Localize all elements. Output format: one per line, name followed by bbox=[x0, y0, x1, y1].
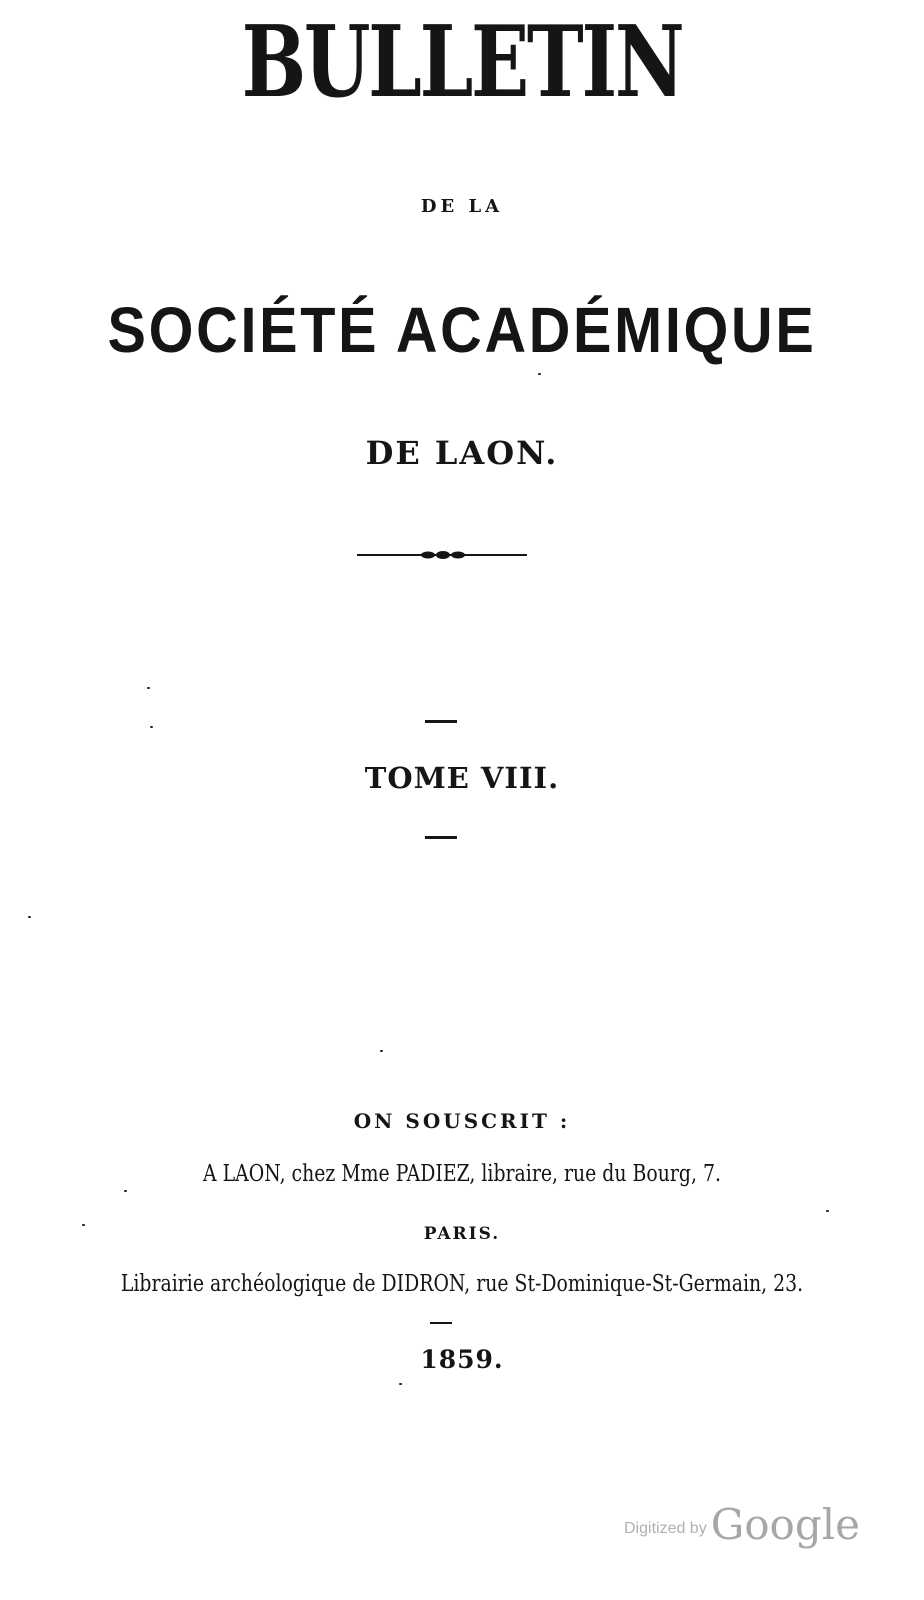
scan-speck bbox=[538, 373, 541, 375]
scan-speck bbox=[124, 1190, 127, 1192]
scan-speck bbox=[147, 687, 150, 689]
scan-speck bbox=[380, 1050, 383, 1052]
paris-bookseller-address: Librairie archéologique de DIDRON, rue St-Dominique-St-Germain, 23. bbox=[120, 1271, 804, 1297]
scan-speck bbox=[826, 1210, 829, 1212]
ornamental-rule bbox=[357, 546, 527, 564]
ornament-bead-right bbox=[451, 552, 465, 559]
scan-speck bbox=[150, 726, 153, 728]
digitization-watermark bbox=[624, 1500, 860, 1549]
laon-bookseller-address: A LAON, chez Mme PADIEZ, libraire, rue du Bourg, 7. bbox=[203, 1161, 721, 1187]
volume-number: TOME VIII. bbox=[364, 761, 560, 795]
paris-heading: PARIS. bbox=[423, 1224, 501, 1244]
publication-year: 1859. bbox=[420, 1345, 504, 1374]
society-city: DE LAON. bbox=[365, 434, 559, 472]
volume-rule-top bbox=[425, 720, 457, 723]
title-connector: DE LA bbox=[420, 196, 504, 217]
bulletin-title: BULLETIN bbox=[241, 5, 683, 120]
watermark-prefix: Digitized by bbox=[624, 1520, 707, 1537]
society-name: SOCIÉTÉ ACADÉMIQUE bbox=[107, 294, 817, 366]
year-rule bbox=[430, 1322, 452, 1324]
volume-rule-bottom bbox=[425, 836, 457, 839]
ornament-bead-center bbox=[436, 551, 450, 559]
watermark-brand: Google bbox=[710, 1500, 860, 1549]
scan-speck bbox=[82, 1224, 85, 1226]
ornament-bead-left bbox=[421, 552, 435, 559]
scan-speck bbox=[399, 1383, 402, 1385]
subscribe-heading: ON SOUSCRIT : bbox=[353, 1109, 571, 1133]
scan-speck bbox=[28, 916, 31, 918]
